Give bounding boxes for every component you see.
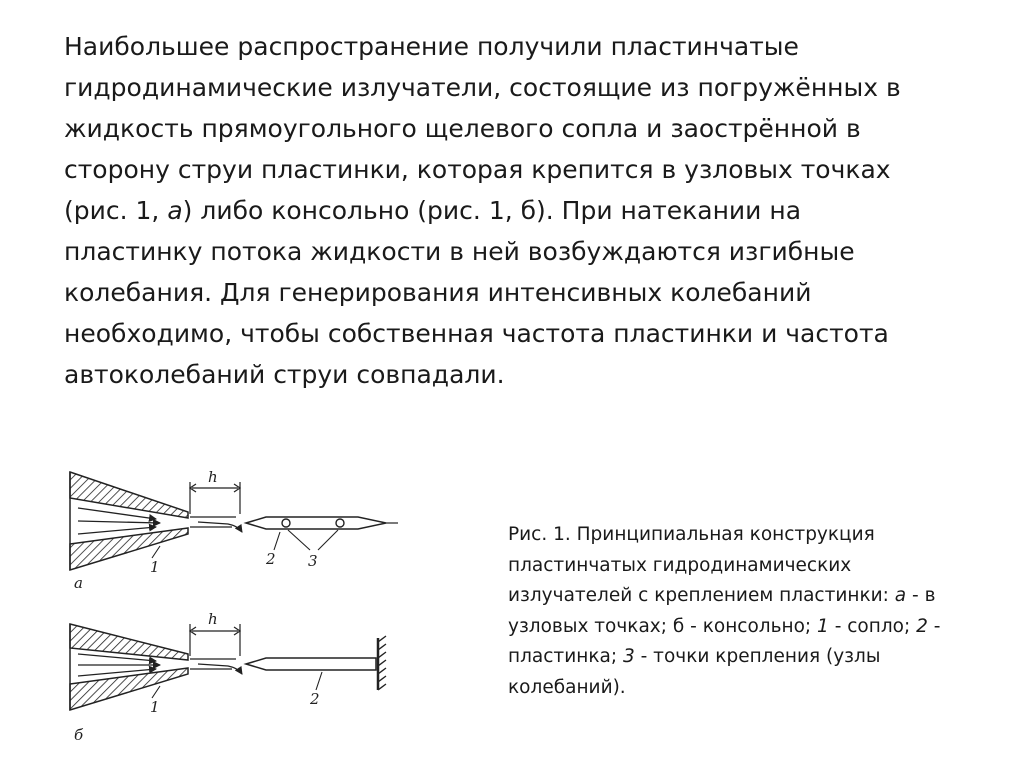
text-line: сторону струи пластинки, которая крепится в узловых точках bbox=[64, 155, 891, 184]
text-line bbox=[64, 190, 984, 231]
caption-line: Рис. 1. Принципиальная конструкция bbox=[508, 524, 875, 545]
diagram-a bbox=[70, 468, 398, 592]
caption-segment-italic: 2 bbox=[916, 615, 928, 637]
diagram-label-b: б bbox=[74, 726, 84, 744]
text-segment-italic: а bbox=[167, 196, 183, 225]
label-3: 3 bbox=[308, 552, 318, 570]
text-line: пластинку потока жидкости в ней возбуждаются изгибные bbox=[64, 237, 855, 266]
text-line: автоколебаний струи совпадали. bbox=[64, 360, 505, 389]
caption-segment: - точки крепления (узлы bbox=[634, 646, 881, 667]
caption-line: колебаний). bbox=[508, 676, 626, 698]
nozzle-bottom bbox=[70, 668, 188, 710]
jet-lines bbox=[190, 659, 242, 674]
text-line: гидродинамические излучатели, состоящие из погружённых в bbox=[64, 73, 901, 102]
text-line: жидкость прямоугольного щелевого сопла и заострённой в bbox=[64, 114, 861, 143]
mount-point bbox=[282, 519, 290, 527]
caption-line: пластинчатых гидродинамических bbox=[508, 554, 852, 576]
caption-segment: - сопло; bbox=[828, 615, 917, 637]
caption-segment: пластинка; bbox=[508, 646, 623, 667]
label-2: 2 bbox=[310, 690, 320, 708]
caption-segment: - в bbox=[906, 585, 936, 606]
caption-segment-italic: 3 bbox=[622, 646, 635, 667]
diagram-b bbox=[70, 610, 386, 744]
label-2: 2 bbox=[266, 550, 276, 568]
text-segment: ) либо консольно (рис. 1, б). При натекании на bbox=[182, 196, 802, 225]
plate-b bbox=[246, 658, 376, 670]
caption-line bbox=[508, 581, 1008, 612]
caption-segment: узловых точках; б - консольно; bbox=[508, 615, 818, 637]
h-label: h bbox=[208, 468, 218, 486]
emitter-diagram bbox=[60, 464, 400, 754]
h-label: h bbox=[208, 610, 218, 628]
nozzle-top bbox=[70, 472, 188, 518]
label-1: 1 bbox=[150, 698, 160, 716]
caption-line bbox=[508, 642, 1008, 673]
nozzle-bottom bbox=[70, 528, 188, 570]
text-line: колебания. Для генерирования интенсивных колебаний bbox=[64, 278, 812, 307]
diagram-label-a: а bbox=[74, 574, 83, 592]
caption-line bbox=[508, 612, 1008, 643]
caption-segment-italic: а bbox=[894, 585, 907, 606]
main-paragraph bbox=[64, 26, 984, 395]
text-line: Наибольшее распространение получили пластинчатые bbox=[64, 32, 799, 61]
mount-point bbox=[336, 519, 344, 527]
plate-a bbox=[246, 517, 386, 529]
label-1: 1 bbox=[150, 558, 160, 576]
caption-segment-italic: 1 bbox=[817, 615, 829, 637]
text-segment: (рис. 1, bbox=[64, 196, 168, 225]
flow-arrows bbox=[78, 654, 160, 676]
figure-caption bbox=[508, 520, 1008, 703]
caption-segment: излучателей с креплением пластинки: bbox=[508, 585, 895, 606]
jet-lines bbox=[190, 517, 242, 532]
text-line: необходимо, чтобы собственная частота пластинки и частота bbox=[64, 319, 889, 348]
caption-segment: - bbox=[927, 615, 941, 637]
